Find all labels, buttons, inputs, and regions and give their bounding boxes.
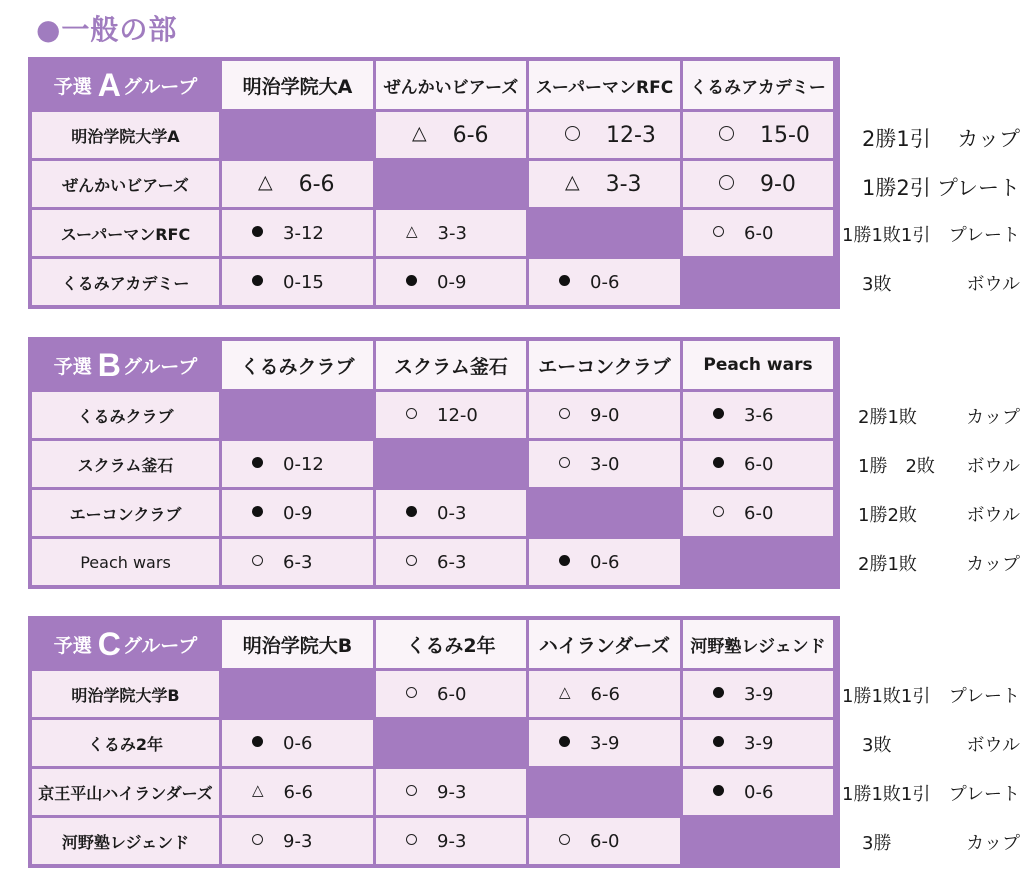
match-result-cell	[683, 392, 833, 438]
team-division: プレート	[948, 225, 1020, 246]
win-mark-icon	[406, 834, 417, 845]
team-division: カップ	[966, 833, 1020, 854]
column-header: エーコンクラブ	[529, 341, 680, 389]
loss-mark-icon	[252, 226, 263, 237]
column-header: 明治学院大A	[222, 61, 373, 109]
draw-mark-icon: △	[406, 222, 418, 240]
win-mark-icon	[406, 408, 417, 419]
row-team-name: くるみ2年	[32, 720, 219, 766]
match-score: 9-3	[437, 781, 467, 803]
match-result-cell	[222, 441, 373, 487]
loss-mark-icon	[713, 736, 724, 747]
loss-mark-icon	[559, 555, 570, 566]
team-record: 1勝1敗1引	[842, 784, 931, 805]
team-division: ボウル	[966, 735, 1020, 756]
group-label-suffix: グループ	[122, 355, 198, 378]
match-result-cell	[683, 161, 833, 207]
column-header: ぜんかいビアーズ	[376, 61, 526, 109]
row-team-name: Peach wars	[32, 539, 219, 585]
match-result-cell	[376, 210, 526, 256]
match-score: 3-9	[744, 732, 774, 754]
match-result-cell	[222, 490, 373, 536]
match-score: 9-3	[283, 830, 313, 852]
team-record: 3勝	[862, 833, 892, 854]
self-match-cell	[222, 671, 373, 717]
team-division: カップ	[966, 554, 1020, 575]
group-c	[0, 616, 1024, 876]
draw-mark-icon: △	[252, 781, 264, 799]
team-record: 2勝1敗	[858, 407, 917, 428]
column-header: スクラム釜石	[376, 341, 526, 389]
win-mark-icon	[565, 126, 580, 141]
results-table	[28, 616, 840, 868]
group-label	[32, 61, 219, 109]
win-mark-icon	[406, 555, 417, 566]
self-match-cell	[683, 818, 833, 864]
match-result-cell	[222, 539, 373, 585]
match-result-cell	[222, 818, 373, 864]
match-result-cell	[222, 720, 373, 766]
team-division: ボウル	[966, 274, 1020, 295]
match-result-cell	[529, 720, 680, 766]
match-score: 0-3	[437, 502, 467, 524]
self-match-cell	[222, 392, 373, 438]
self-match-cell	[529, 210, 680, 256]
draw-mark-icon: △	[412, 122, 427, 144]
win-mark-icon	[252, 555, 263, 566]
team-record: 3敗	[862, 274, 892, 295]
match-result-cell	[376, 818, 526, 864]
match-result-cell	[376, 490, 526, 536]
match-result-cell	[222, 161, 373, 207]
match-score: 15-0	[760, 122, 810, 148]
win-mark-icon	[719, 175, 734, 190]
loss-mark-icon	[559, 275, 570, 286]
team-record: 3敗	[862, 735, 892, 756]
match-result-cell	[529, 818, 680, 864]
match-result-cell	[683, 671, 833, 717]
match-result-cell	[683, 210, 833, 256]
match-score: 9-0	[590, 404, 620, 426]
group-label	[32, 620, 219, 668]
row-team-name: スクラム釜石	[32, 441, 219, 487]
group-label-suffix: グループ	[122, 75, 198, 98]
self-match-cell	[376, 441, 526, 487]
match-result-cell	[529, 161, 680, 207]
match-score: 6-6	[298, 171, 335, 197]
group-label-suffix: グループ	[122, 634, 198, 657]
group-label-letter: B	[97, 346, 121, 383]
team-record: 1勝1敗1引	[842, 225, 931, 246]
match-score: 0-6	[590, 271, 620, 293]
match-result-cell	[683, 441, 833, 487]
row-team-name: 明治学院大学A	[32, 112, 219, 158]
self-match-cell	[376, 720, 526, 766]
match-score: 3-3	[437, 222, 467, 244]
match-score: 3-9	[590, 732, 620, 754]
win-mark-icon	[559, 408, 570, 419]
column-header: ハイランダーズ	[529, 620, 680, 668]
match-result-cell	[376, 671, 526, 717]
win-mark-icon	[252, 834, 263, 845]
row-team-name: エーコンクラブ	[32, 490, 219, 536]
team-record: 1勝2敗	[858, 505, 917, 526]
match-result-cell	[529, 441, 680, 487]
team-division: プレート	[936, 176, 1020, 200]
match-result-cell	[376, 769, 526, 815]
group-label-letter: A	[97, 66, 121, 103]
column-header: くるみクラブ	[222, 341, 373, 389]
match-score: 6-0	[590, 830, 620, 852]
self-match-cell	[529, 769, 680, 815]
match-result-cell	[683, 490, 833, 536]
team-record: 1勝2引	[862, 176, 931, 200]
match-score: 3-3	[605, 171, 642, 197]
win-mark-icon	[559, 457, 570, 468]
group-label-letter: C	[97, 625, 121, 662]
match-score: 3-0	[590, 453, 620, 475]
match-result-cell	[222, 259, 373, 305]
team-division: プレート	[948, 686, 1020, 707]
match-result-cell	[376, 112, 526, 158]
group-label	[32, 341, 219, 389]
draw-mark-icon: △	[258, 171, 273, 193]
column-header: くるみ2年	[376, 620, 526, 668]
loss-mark-icon	[713, 785, 724, 796]
loss-mark-icon	[713, 457, 724, 468]
win-mark-icon	[406, 687, 417, 698]
team-record: 2勝1引	[862, 127, 931, 151]
match-score: 6-0	[744, 502, 774, 524]
team-division: カップ	[957, 127, 1020, 151]
column-header: くるみアカデミー	[683, 61, 833, 109]
loss-mark-icon	[252, 506, 263, 517]
team-division: ボウル	[966, 456, 1020, 477]
match-result-cell	[683, 112, 833, 158]
match-score: 12-0	[437, 404, 478, 426]
row-team-name: 京王平山ハイランダーズ	[32, 769, 219, 815]
match-score: 9-3	[437, 830, 467, 852]
match-result-cell	[529, 671, 680, 717]
group-label-prefix: 予選	[53, 634, 92, 657]
self-match-cell	[529, 490, 680, 536]
row-team-name: くるみクラブ	[32, 392, 219, 438]
match-score: 3-9	[744, 683, 774, 705]
match-score: 9-0	[760, 171, 796, 197]
results-table	[28, 337, 840, 589]
row-team-name: くるみアカデミー	[32, 259, 219, 305]
loss-mark-icon	[713, 687, 724, 698]
match-result-cell	[529, 392, 680, 438]
match-score: 3-6	[744, 404, 774, 426]
match-score: 12-3	[606, 122, 656, 148]
team-division: プレート	[948, 784, 1020, 805]
team-record: 2勝1敗	[858, 554, 917, 575]
group-label-prefix: 予選	[53, 355, 92, 378]
draw-mark-icon: △	[565, 171, 580, 193]
draw-mark-icon: △	[559, 683, 571, 701]
row-team-name: 河野塾レジェンド	[32, 818, 219, 864]
win-mark-icon	[713, 506, 724, 517]
match-score: 0-6	[590, 551, 620, 573]
match-score: 0-9	[283, 502, 313, 524]
row-team-name: 明治学院大学B	[32, 671, 219, 717]
team-division: カップ	[966, 407, 1020, 428]
self-match-cell	[683, 259, 833, 305]
match-score: 0-6	[744, 781, 774, 803]
column-header: スーパーマンRFC	[529, 61, 680, 109]
win-mark-icon	[406, 785, 417, 796]
match-result-cell	[529, 539, 680, 585]
match-result-cell	[222, 769, 373, 815]
team-record: 1勝 2敗	[858, 456, 935, 477]
team-record: 1勝1敗1引	[842, 686, 931, 707]
match-result-cell	[683, 720, 833, 766]
match-score: 3-12	[283, 222, 324, 244]
page-title: ●一般の部	[36, 13, 178, 46]
row-team-name: ぜんかいビアーズ	[32, 161, 219, 207]
row-team-name: スーパーマンRFC	[32, 210, 219, 256]
column-header: 明治学院大B	[222, 620, 373, 668]
match-result-cell	[376, 539, 526, 585]
match-score: 6-6	[452, 122, 489, 148]
match-result-cell	[222, 210, 373, 256]
match-result-cell	[376, 259, 526, 305]
match-score: 6-6	[283, 781, 313, 803]
match-result-cell	[529, 259, 680, 305]
results-table	[28, 57, 840, 309]
loss-mark-icon	[559, 736, 570, 747]
match-score: 6-0	[437, 683, 467, 705]
column-header: 河野塾レジェンド	[683, 620, 833, 668]
win-mark-icon	[559, 834, 570, 845]
match-score: 0-9	[437, 271, 467, 293]
match-score: 6-0	[744, 222, 774, 244]
match-result-cell	[376, 392, 526, 438]
match-score: 6-0	[744, 453, 774, 475]
match-score: 0-15	[283, 271, 324, 293]
group-b	[0, 337, 1024, 597]
group-a	[0, 57, 1024, 317]
loss-mark-icon	[252, 736, 263, 747]
match-score: 0-6	[283, 732, 313, 754]
match-score: 6-3	[283, 551, 313, 573]
self-match-cell	[683, 539, 833, 585]
match-score: 6-3	[437, 551, 467, 573]
match-result-cell	[683, 769, 833, 815]
self-match-cell	[376, 161, 526, 207]
group-label-prefix: 予選	[53, 75, 92, 98]
team-division: ボウル	[966, 505, 1020, 526]
self-match-cell	[222, 112, 373, 158]
loss-mark-icon	[406, 275, 417, 286]
loss-mark-icon	[252, 275, 263, 286]
loss-mark-icon	[406, 506, 417, 517]
column-header: Peach wars	[683, 341, 833, 389]
match-score: 0-12	[283, 453, 324, 475]
match-result-cell	[529, 112, 680, 158]
loss-mark-icon	[252, 457, 263, 468]
match-score: 6-6	[590, 683, 620, 705]
win-mark-icon	[713, 226, 724, 237]
win-mark-icon	[719, 126, 734, 141]
loss-mark-icon	[713, 408, 724, 419]
